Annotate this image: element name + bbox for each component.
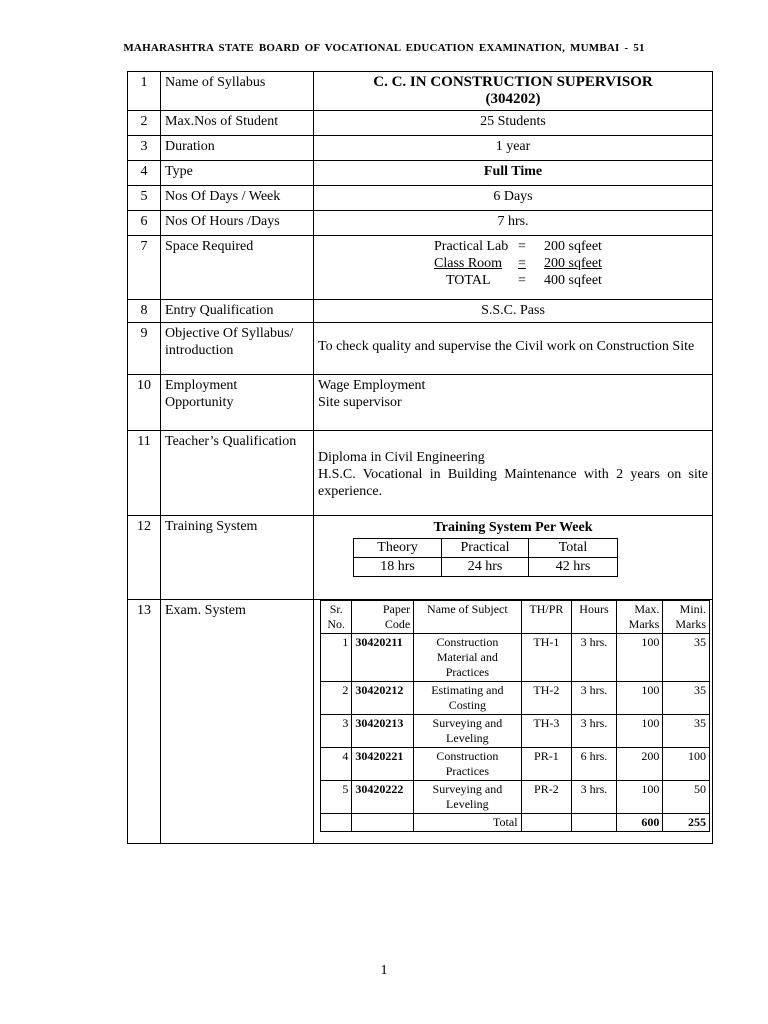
row-value <box>314 431 713 516</box>
row-number: 7 <box>128 236 161 300</box>
row-label: Max.Nos of Student <box>161 111 314 136</box>
training-value: 18 hrs <box>354 558 442 577</box>
row-duration <box>128 136 713 161</box>
exam-header-subject: Name of Subject <box>414 601 521 634</box>
exam-header-sr: Sr. No. <box>321 601 352 634</box>
row-number: 2 <box>128 111 161 136</box>
training-header: Theory <box>354 539 442 558</box>
training-title: Training System Per Week <box>433 520 593 535</box>
exam-sr: 3 <box>321 715 352 748</box>
row-max-students <box>128 111 713 136</box>
space-value: 200 sqfeet <box>544 256 602 271</box>
exam-max: 100 <box>616 715 663 748</box>
exam-sr: 5 <box>321 781 352 814</box>
exam-max: 100 <box>616 781 663 814</box>
exam-max: 100 <box>616 682 663 715</box>
row-number: 11 <box>128 431 161 516</box>
space-eq: = <box>518 239 526 254</box>
row-label: Teacher’s Qualification <box>161 431 314 516</box>
exam-total-label: Total <box>414 814 521 832</box>
exam-subject: Surveying and Leveling <box>414 781 521 814</box>
exam-row <box>321 634 710 682</box>
exam-max: 100 <box>616 634 663 682</box>
exam-header-code: Paper Code <box>352 601 414 634</box>
exam-min: 35 <box>663 682 710 715</box>
employment-line: Wage Employment <box>318 378 426 393</box>
exam-hours: 3 hrs. <box>572 682 617 715</box>
training-value: 24 hrs <box>442 558 529 577</box>
exam-total-empty <box>521 814 572 832</box>
exam-sr: 4 <box>321 748 352 781</box>
training-header: Total <box>529 539 618 558</box>
exam-thpr: PR-2 <box>521 781 572 814</box>
space-eq: = <box>518 273 526 288</box>
space-value: 200 sqfeet <box>544 239 602 254</box>
exam-hours: 3 hrs. <box>572 781 617 814</box>
exam-code: 30420221 <box>352 748 414 781</box>
exam-code: 30420222 <box>352 781 414 814</box>
row-label: Objective Of Syllabus/ introduction <box>161 323 314 375</box>
exam-max: 200 <box>616 748 663 781</box>
row-value <box>314 236 713 300</box>
row-value: 6 Days <box>314 186 713 211</box>
row-number: 3 <box>128 136 161 161</box>
exam-table <box>320 600 710 832</box>
row-teacher-qualification <box>128 431 713 516</box>
row-training-system <box>128 516 713 600</box>
row-number: 9 <box>128 323 161 375</box>
exam-row <box>321 748 710 781</box>
exam-header-min: Mini. Marks <box>663 601 710 634</box>
exam-header-hours: Hours <box>572 601 617 634</box>
exam-min: 100 <box>663 748 710 781</box>
row-value <box>314 600 713 844</box>
row-syllabus-name <box>128 72 713 111</box>
exam-row <box>321 682 710 715</box>
exam-hours: 3 hrs. <box>572 634 617 682</box>
row-value <box>314 72 713 111</box>
row-value: S.S.C. Pass <box>314 300 713 323</box>
row-exam-system <box>128 600 713 844</box>
row-space-required <box>128 236 713 300</box>
syllabus-code: (304202) <box>485 91 541 107</box>
row-number: 6 <box>128 211 161 236</box>
space-list <box>434 238 634 289</box>
row-label: Training System <box>161 516 314 600</box>
exam-min: 35 <box>663 634 710 682</box>
exam-subject: Construction Material and Practices <box>414 634 521 682</box>
row-label: Nos Of Days / Week <box>161 186 314 211</box>
row-number: 8 <box>128 300 161 323</box>
row-objective <box>128 323 713 375</box>
row-label: Nos Of Hours /Days <box>161 211 314 236</box>
training-value: 42 hrs <box>529 558 618 577</box>
exam-code: 30420213 <box>352 715 414 748</box>
row-hours-per-day <box>128 211 713 236</box>
row-number: 13 <box>128 600 161 844</box>
row-label: Entry Qualification <box>161 300 314 323</box>
space-line <box>434 238 634 255</box>
exam-thpr: TH-1 <box>521 634 572 682</box>
qualification-line: Diploma in Civil Engineering <box>318 450 485 465</box>
exam-subject: Construction Practices <box>414 748 521 781</box>
row-entry-qualification <box>128 300 713 323</box>
row-type <box>128 161 713 186</box>
space-line <box>434 272 634 289</box>
row-value <box>314 375 713 431</box>
exam-subject: Estimating and Costing <box>414 682 521 715</box>
exam-thpr: TH-2 <box>521 682 572 715</box>
exam-row <box>321 781 710 814</box>
exam-min: 35 <box>663 715 710 748</box>
row-value: To check quality and supervise the Civil work on Construction Site <box>314 323 713 375</box>
space-line <box>434 255 634 272</box>
row-label: Space Required <box>161 236 314 300</box>
row-value: 1 year <box>314 136 713 161</box>
training-table <box>353 538 618 577</box>
exam-hours: 6 hrs. <box>572 748 617 781</box>
exam-total-max: 600 <box>616 814 663 832</box>
exam-row <box>321 715 710 748</box>
row-label: Duration <box>161 136 314 161</box>
row-value: Full Time <box>314 161 713 186</box>
qualification-line: H.S.C. Vocational in Building Maintenance with 2 years on site experience. <box>318 467 708 499</box>
space-eq: = <box>518 256 526 271</box>
row-number: 4 <box>128 161 161 186</box>
exam-subject: Surveying and Leveling <box>414 715 521 748</box>
exam-sr: 1 <box>321 634 352 682</box>
row-employment <box>128 375 713 431</box>
row-label: Employment Opportunity <box>161 375 314 431</box>
syllabus-table <box>127 71 713 844</box>
page-header: MAHARASHTRA STATE BOARD OF VOCATIONAL EDUCATION EXAMINATION, MUMBAI - 51 <box>123 42 645 54</box>
exam-hours: 3 hrs. <box>572 715 617 748</box>
exam-min: 50 <box>663 781 710 814</box>
row-value <box>314 516 713 600</box>
exam-code: 30420211 <box>352 634 414 682</box>
space-name: TOTAL <box>446 273 491 288</box>
exam-code: 30420212 <box>352 682 414 715</box>
exam-total-empty <box>321 814 352 832</box>
row-label: Name of Syllabus <box>161 72 314 111</box>
training-header: Practical <box>442 539 529 558</box>
space-value: 400 sqfeet <box>544 273 602 288</box>
exam-header-max: Max. Marks <box>616 601 663 634</box>
row-number: 10 <box>128 375 161 431</box>
exam-thpr: TH-3 <box>521 715 572 748</box>
exam-header-row <box>321 601 710 634</box>
row-days-per-week <box>128 186 713 211</box>
row-label: Type <box>161 161 314 186</box>
page-number: 1 <box>380 963 388 978</box>
row-number: 1 <box>128 72 161 111</box>
exam-thpr: PR-1 <box>521 748 572 781</box>
syllabus-title: C. C. IN CONSTRUCTION SUPERVISOR <box>373 74 653 90</box>
row-label: Exam. System <box>161 600 314 844</box>
space-name: Practical Lab <box>434 239 509 254</box>
row-value: 7 hrs. <box>314 211 713 236</box>
exam-total-empty <box>572 814 617 832</box>
exam-total-empty <box>352 814 414 832</box>
row-number: 12 <box>128 516 161 600</box>
employment-line: Site supervisor <box>318 395 402 410</box>
space-name: Class Room <box>434 256 503 271</box>
row-number: 5 <box>128 186 161 211</box>
exam-total-min: 255 <box>663 814 710 832</box>
exam-total-row <box>321 814 710 832</box>
exam-header-thpr: TH/PR <box>521 601 572 634</box>
row-value: 25 Students <box>314 111 713 136</box>
exam-sr: 2 <box>321 682 352 715</box>
